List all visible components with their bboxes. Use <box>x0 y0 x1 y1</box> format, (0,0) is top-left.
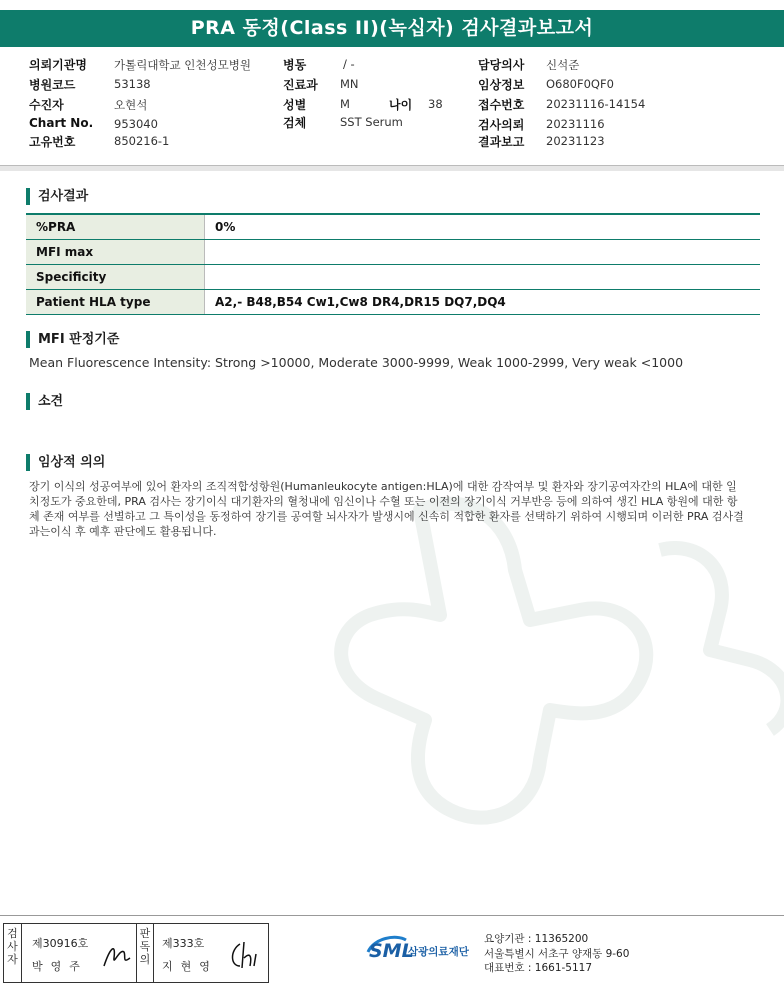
chart-value: 953040 <box>114 117 158 131</box>
clinical-significance-heading: 임상적 의의 <box>26 454 105 471</box>
footer <box>0 920 784 988</box>
age-label: 나이 <box>389 98 413 112</box>
ward-value: / - <box>343 57 355 71</box>
result-value <box>205 265 761 290</box>
table-row <box>26 265 760 290</box>
clinical-value: O680F0QF0 <box>546 77 614 91</box>
result-value: A2,- B48,B54 Cw1,Cw8 DR4,DR15 DQ7,DQ4 <box>205 290 761 315</box>
reviewer-license: 제333호 <box>162 937 205 950</box>
hospital-label: 의뢰기관명 <box>29 58 87 72</box>
receipt-label: 접수번호 <box>478 98 525 112</box>
ward-label: 병동 <box>283 58 307 72</box>
uid-value: 850216-1 <box>114 134 170 148</box>
address: 서울특별시 서초구 양재동 9-60 <box>484 947 630 960</box>
signature-box <box>3 923 269 983</box>
result-key: MFI max <box>26 240 205 265</box>
dept-value: MN <box>340 77 359 91</box>
sex-value: M <box>340 97 350 111</box>
specimen-value: SST Serum <box>340 115 403 129</box>
patient-value: 오현석 <box>114 98 148 112</box>
report-value: 20231123 <box>546 134 605 148</box>
age-value: 38 <box>428 97 443 111</box>
result-key: %PRA <box>26 214 205 240</box>
patient-label: 수진자 <box>29 98 64 112</box>
org-info <box>484 932 629 976</box>
table-row <box>26 214 760 240</box>
report-title-bar <box>0 10 784 47</box>
result-key: Patient HLA type <box>26 290 205 315</box>
uid-label: 고유번호 <box>29 135 76 149</box>
doctor-value: 신석준 <box>546 58 580 72</box>
code-value: 53138 <box>114 77 151 91</box>
tester-label: 검사자 <box>4 924 22 982</box>
clinical-label: 임상정보 <box>478 78 525 92</box>
org-name: 삼광의료재단 <box>408 946 469 958</box>
result-value: 0% <box>205 214 761 240</box>
mfi-criteria-text: Mean Fluorescence Intensity: Strong >10000, Moderate 3000-9999, Weak 1000-2999, Very weak <1000 <box>29 355 684 370</box>
result-key: Specificity <box>26 265 205 290</box>
specimen-label: 검체 <box>283 116 307 130</box>
code-label: 병원코드 <box>29 78 76 92</box>
results-heading: 검사결과 <box>26 188 88 205</box>
doctor-label: 담당의사 <box>478 58 525 72</box>
mfi-heading: MFI 판정기준 <box>26 331 119 348</box>
sml-logo <box>366 930 476 974</box>
tester-name: 박영주 <box>32 960 88 973</box>
request-value: 20231116 <box>546 117 605 131</box>
report-title: PRA 동정(Class II)(녹십자) 검사결과보고서 <box>190 17 594 39</box>
table-row <box>26 240 760 265</box>
result-value <box>205 240 761 265</box>
dept-label: 진료과 <box>283 78 318 92</box>
footer-divider <box>0 915 784 916</box>
clinical-significance-text: 장기 이식의 성공여부에 있어 환자의 조직적합성항원(Humanleukocyte antigen:HLA)에 대한 감작여부 및 환자와 장기공여자간의 HLA에 대한 일치정도가 중요한데, PRA 검사는 장기이식 대기환자의 혈청내에 임신이나 수혈 또는 이전의 장기이식 거부반응 등에 의하여 생긴 HLA 항원에 대한 항체 존재 여부를 선별하고 그 특이성을 동정하여 장기를 공여할 뇌사자가 발생시에 신속히 적합한 환자를 선택하기 위하여 시행되며 이러한 PRA 검사결과는이식 후 예후 판단에도 활용됩니다. <box>29 480 744 538</box>
receipt-value: 20231116-14154 <box>546 97 646 111</box>
divider-strip <box>0 166 784 171</box>
nursing-code: 요양기관 : 11365200 <box>484 933 589 945</box>
table-row <box>26 290 760 315</box>
chart-label: Chart No. <box>29 116 94 130</box>
report-label: 결과보고 <box>478 135 525 149</box>
logo-text: SML <box>369 940 414 962</box>
patient-info-block <box>0 52 784 162</box>
phone: 대표번호 : 1661-5117 <box>484 962 593 974</box>
tester-signature <box>100 938 134 972</box>
reviewer-signature <box>226 936 264 974</box>
reviewer-label: 판독의 <box>136 924 154 982</box>
hospital-value: 가톨릭대학교 인천성모병원 <box>114 58 251 72</box>
request-label: 검사의뢰 <box>478 118 525 132</box>
sex-label: 성별 <box>283 98 307 112</box>
tester-license: 제30916호 <box>32 937 89 950</box>
reviewer-name: 지현영 <box>162 960 218 973</box>
results-table <box>26 213 760 315</box>
opinion-heading: 소견 <box>26 393 63 410</box>
